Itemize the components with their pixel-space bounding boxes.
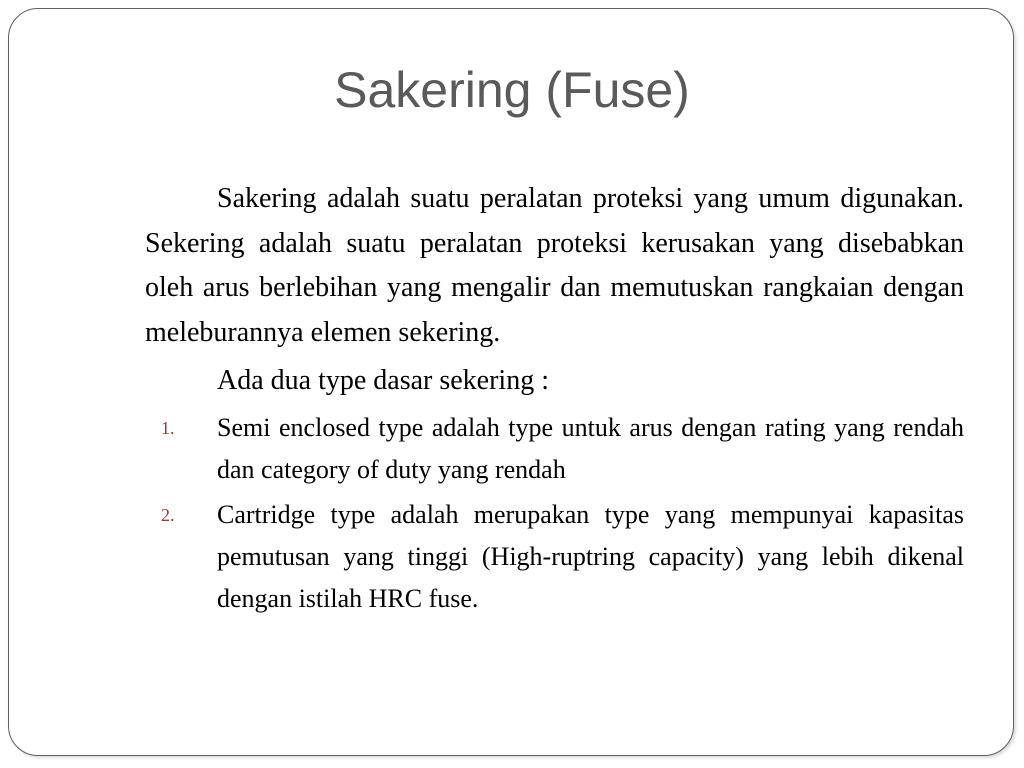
- list-item-text: Cartridge type adalah merupakan type yang mempunyai kapasitas pemutusan yang tinggi (High-ruptring capacity) yang lebih dikenal dengan istilah HRC fuse.: [217, 500, 964, 613]
- list-item: [145, 494, 964, 620]
- fuse-type-list: [145, 407, 964, 620]
- list-item-text: Semi enclosed type adalah type untuk arus dengan rating yang rendah dan category of duty yang rendah: [217, 413, 964, 484]
- list-number: 2.: [161, 505, 175, 525]
- intro-paragraph: Sakering adalah suatu peralatan proteksi yang umum digunakan. Sekering adalah suatu peralatan proteksi kerusakan yang disebabkan oleh arus berlebihan yang mengalir dan memutuskan rangkaian dengan meleburannya elemen sekering.: [145, 183, 964, 348]
- types-intro: Ada dua type dasar sekering :: [217, 365, 549, 396]
- list-item: [145, 407, 964, 491]
- list-number: 1.: [161, 418, 175, 438]
- slide-title: Sakering (Fuse): [334, 62, 690, 118]
- slide-frame: [8, 8, 1014, 756]
- slide-content: [145, 177, 964, 623]
